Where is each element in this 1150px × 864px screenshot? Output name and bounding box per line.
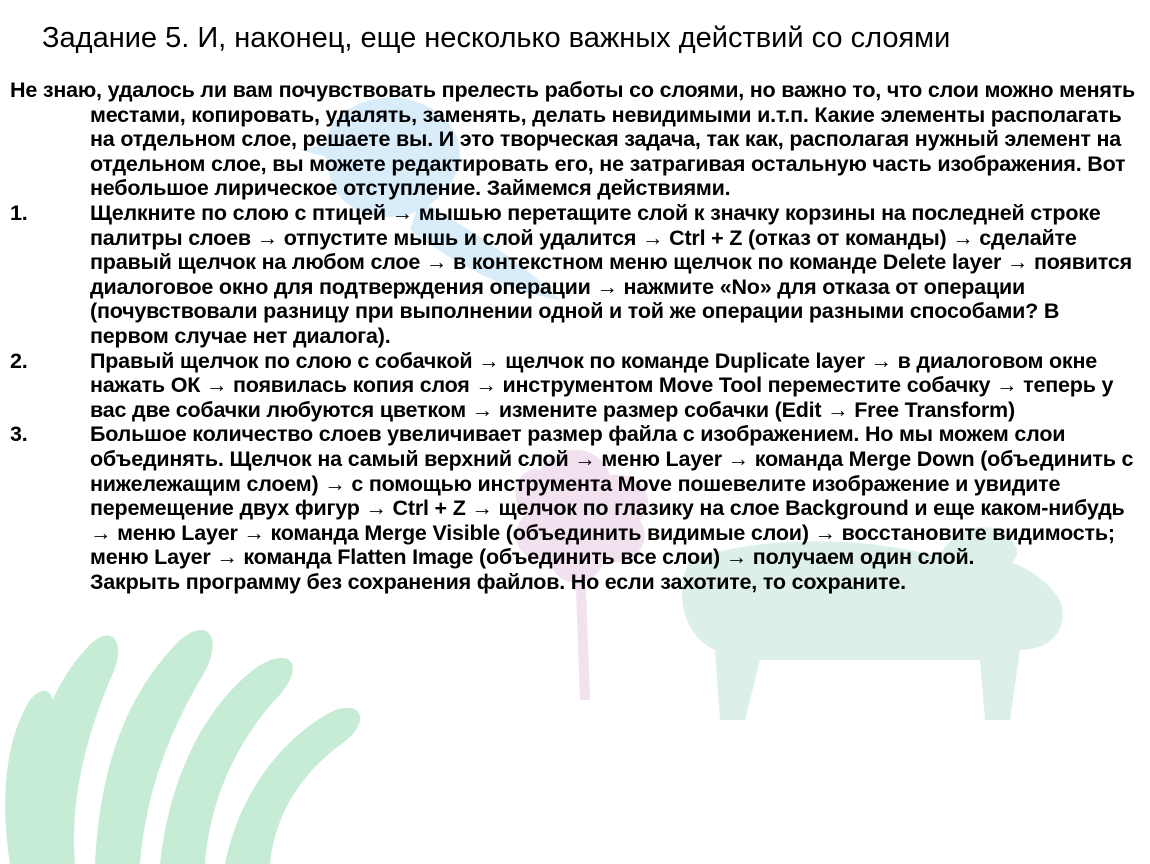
item-number: 1.: [10, 200, 28, 225]
item-text: Щелкните по слою с птицей → мышью перетащите слой к значку корзины на последней строке палитры слоев → отпустите мышь и слой удалится → Ctrl + Z (отказ от команды) → сделайте правый щелчок на любом слое → в контекстном меню щелчок по команде Delete layer → появится диалоговое окно для подтверждения операции → нажмите «No» для отказа от операции (почувствовали разницу при выполнении одной и той же операции разными способами? В первом случае нет диалога).: [90, 200, 1132, 348]
list-item: [10, 422, 1142, 594]
item-text: Большое количество слоев увеличивает размер файла с изображением. Но мы можем слои объединять. Щелчок на самый верхний слой → меню Layer → команда Merge Down (объединить с нижележащим слоем) → с помощью инструмента Move пошевелите изображение и увидите перемещение двух фигур → Ctrl + Z → щелчок по глазику на слое Background и еще каком-нибудь → меню Layer → команда Merge Visible (объединить видимые слои) → восстановите видимость; меню Layer → команда Flatten Image (объединить все слои) → получаем один слой.: [90, 422, 1134, 570]
closing-line: Закрыть программу без сохранения файлов. Но если захотите, то сохраните.: [90, 569, 906, 594]
instructions-body: [10, 78, 1142, 594]
list-item: [10, 349, 1142, 423]
plant-silhouette: [5, 630, 360, 864]
page-title: Задание 5. И, наконец, еще несколько важных действий со слоями: [42, 22, 951, 54]
item-number: 3.: [10, 422, 28, 447]
item-text: Правый щелчок по слою с собачкой → щелчок по команде Duplicate layer → в диалоговом окне нажать ОК → появилась копия слоя → инструментом Move Tool переместите собачку → теперь у вас две собачки любуются цветком → измените размер собачки (Edit → Free Transform): [90, 348, 1114, 422]
item-number: 2.: [10, 348, 28, 373]
list-item: [10, 201, 1142, 349]
intro-paragraph: Не знаю, удалось ли вам почувствовать прелесть работы со слоями, но важно то, что слои можно менять местами, копировать, удалять, заменять, делать невидимыми и.т.п. Какие элементы располагать на отдельном слое, решаете вы. И это творческая задача, так как, располагая нужный элемент на отдельном слое, вы можете редактировать его, не затрагивая остальную часть изображения. Вот небольшое лирическое отступление. Займемся действиями.: [10, 78, 1136, 201]
